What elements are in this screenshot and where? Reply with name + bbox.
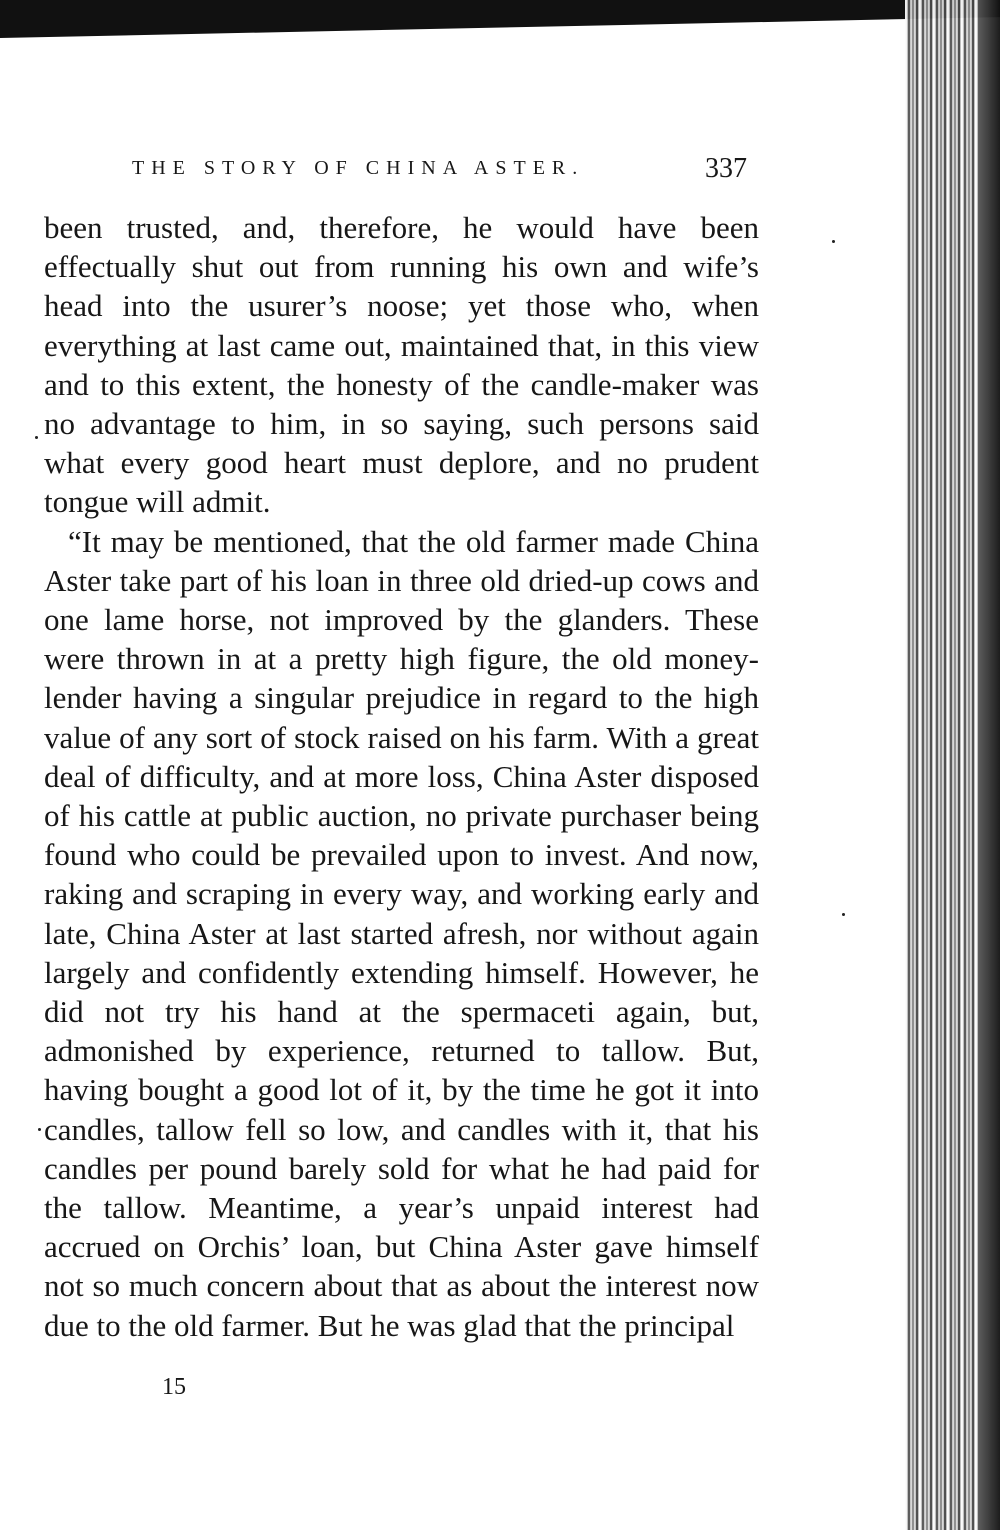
scan-speck — [35, 436, 38, 439]
running-header — [44, 153, 759, 191]
book-page-edge — [905, 0, 1000, 1530]
scan-speck — [832, 240, 835, 243]
scan-speck — [842, 913, 845, 916]
body-paragraph-2: “It may be mentioned, that the old farmer made China Aster take part of his loan in three old dried-up cows and one lame horse, not improved by the glanders. These were thrown in at a pretty high figure, the old money-lender having a singular prejudice in regard to the high value of any sort of stock raised on his farm. With a great deal of difficulty, and at more loss, China Aster disposed of his cattle at public auction, no private purchaser being found who could be prevailed upon to invest. And now, raking and scraping in every way, and working early and late, China Aster at last started afresh, nor without again largely and confidently extending himself. However, he did not try his hand at the spermaceti again, but, admonished by experience, returned to tallow. But, having bought a good lot of it, by the time he got it into candles, tallow fell so low, and candles with it, that his candles per pound barely sold for what he had paid for the tallow. Meantime, a year’s unpaid interest had accrued on Orchis’ loan, but China Aster gave himself not so much concern about that as about the interest now due to the old farmer. But he was glad that the principal — [44, 523, 759, 1343]
book-page — [44, 153, 759, 1400]
printer-signature-mark: 15 — [162, 1374, 186, 1400]
scanner-top-shadow — [0, 0, 1000, 38]
body-paragraph-1: been trusted, and, therefore, he would have been effectually shut out from running his own and wife’s head into the usurer’s noose; yet those who, when everything at last came out, maintained that, in this view and to this extent, the honesty of the candle-maker was no advantage to him, in so saying, such persons said what every good heart must deplore, and no prudent tongue will admit. — [44, 210, 759, 520]
page-number: 337 — [705, 153, 747, 184]
running-title: THE STORY OF CHINA ASTER. — [132, 157, 585, 179]
scan-speck — [38, 1128, 41, 1131]
